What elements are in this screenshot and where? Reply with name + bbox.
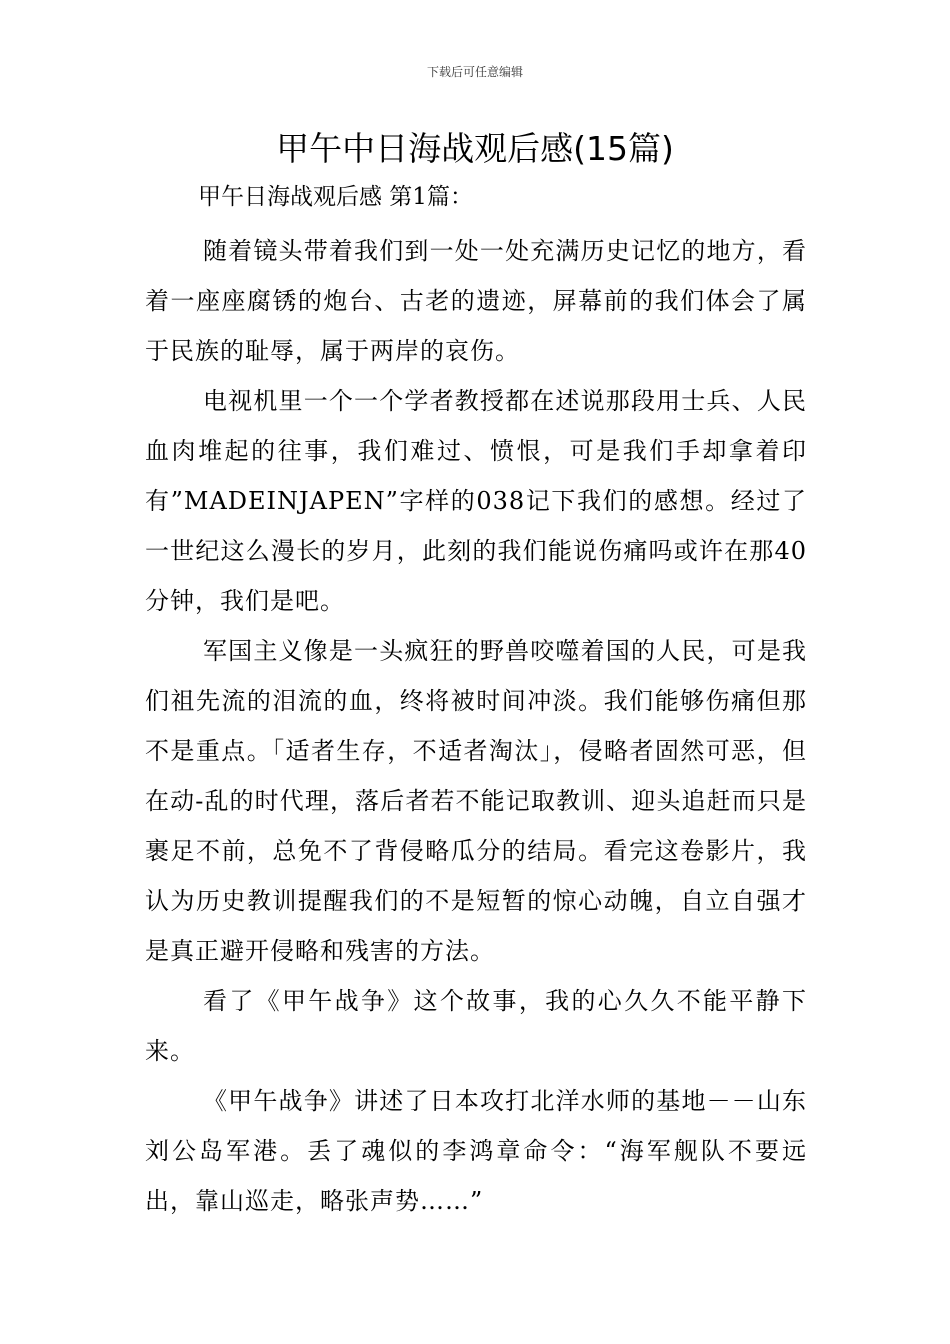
paragraph-4: 看了《甲午战争》这个故事，我的心久久不能平静下来。 — [145, 987, 807, 1065]
paragraph-5: 《甲午战争》讲述了日本攻打北洋水师的基地－－山东刘公岛军港。丢了魂似的李鸿章命令：“海军舰队不要远出，靠山巡走，略张声势……” — [145, 1087, 807, 1215]
paragraph-2: 电视机里一个一个学者教授都在述说那段用士兵、人民血肉堆起的往事，我们难过、愤恨，可是我们手却拿着印有”MADEINJAPEN”字样的038记下我们的感想。经过了一世纪这么漫长的岁月，此刻的我们能说伤痛吗或许在那40分钟，我们是吧。 — [145, 387, 807, 615]
document-title: 甲午中日海战观后感(15篇) — [276, 129, 674, 168]
document-body — [145, 226, 807, 1226]
paragraph-1: 随着镜头带着我们到一处一处充满历史记忆的地方，看着一座座腐锈的炮台、古老的遗迹，屏幕前的我们体会了属于民族的耻辱，属于两岸的哀伤。 — [145, 237, 807, 365]
paragraph-3: 军国主义像是一头疯狂的野兽咬噬着国的人民，可是我们祖先流的泪流的血，终将被时间冲淡。我们能够伤痛但那不是重点。「适者生存，不适者淘汰」，侵略者固然可恶，但在动-乱的时代理，落后者若不能记取教训、迎头追赶而只是裹足不前，总免不了背侵略瓜分的结局。看完这卷影片，我认为历史教训提醒我们的不是短暂的惊心动魄，自立自强才是真正避开侵略和残害的方法。 — [145, 637, 807, 965]
header-note: 下载后可任意编辑 — [426, 65, 523, 79]
section-heading: 甲午日海战观后感 第1篇： — [198, 184, 473, 210]
